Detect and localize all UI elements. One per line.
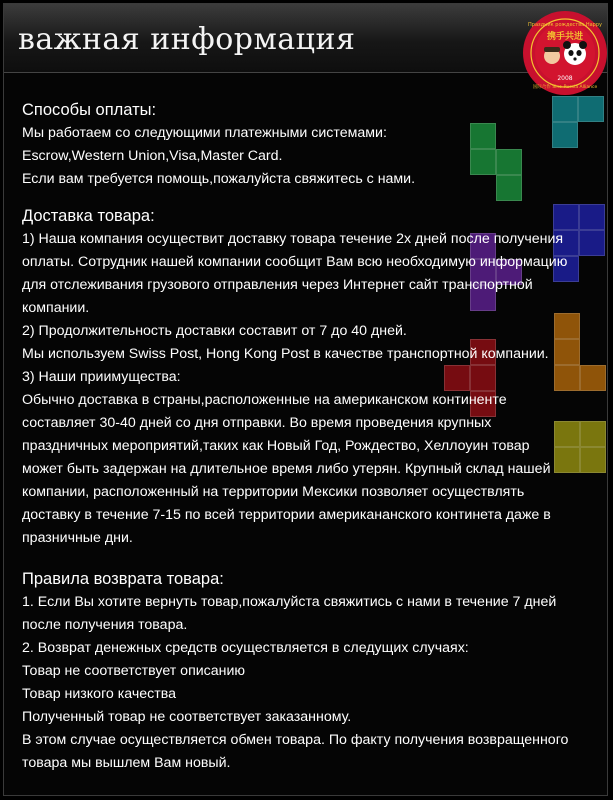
logo-center-text: 携手共进: [546, 32, 584, 42]
delivery-line: 1) Наша компания осуществит доставку товара течение 2х дней после получения: [22, 231, 564, 247]
payment-line: Escrow,Western Union,Visa,Master Card.: [22, 148, 283, 164]
logo-bottom-text: 国际合作 Sino-Russia Alliance: [532, 85, 598, 90]
returns-line: 2. Возврат денежных средств осуществляется в следущих случаях:: [22, 640, 469, 656]
delivery-line: компании.: [22, 300, 90, 316]
delivery-line: доставку в течение 7-15 по всей территории американанского континета даже в: [22, 507, 551, 523]
returns-line: Товар низкого качества: [22, 686, 177, 702]
logo-seal: [522, 10, 608, 96]
delivery-line: оплаты. Сотрудник нашей компании сообщит Вам всю необходимую информацию: [22, 254, 568, 270]
delivery-line: может быть задержан на длительное время либо утерян. Крупный склад нашей: [22, 461, 551, 477]
delivery-line: для отслеживания грузового отправления через Интернет сайт транспортной: [22, 277, 533, 293]
returns-line: товара мы вышлем Вам новый.: [22, 755, 231, 771]
delivery-line: 2) Продолжительность доставки составит от 7 до 40 дней.: [22, 323, 407, 339]
page-title: важная информация: [18, 22, 356, 57]
delivery-line: составляет 30-40 дней со дня отправки. Во время проведения крупных: [22, 415, 492, 431]
returns-line: 1. Если Вы хотите вернуть товар,пожалуйста свяжитись с нами в течение 7 дней: [22, 594, 557, 610]
header-bar: [4, 4, 607, 73]
logo-top-text: Праздник рождества Happy: [528, 22, 602, 28]
delivery-line: Мы используем Swiss Post, Hong Kong Post в качестве транспортной компании.: [22, 346, 549, 362]
delivery-heading: Доставка товара:: [22, 207, 155, 225]
content: [22, 99, 602, 775]
delivery-line: 3) Наши приимущества:: [22, 369, 181, 385]
delivery-line: празничные дни.: [22, 530, 133, 546]
payment-heading: Способы оплаты:: [22, 101, 157, 119]
payment-line: Если вам требуется помощь,пожалуйста свяжитесь с нами.: [22, 171, 416, 187]
delivery-line: компании, расположенный на территории Мексики позволяет осуществлять: [22, 484, 525, 500]
payment-line: Мы работаем со следующими платежными системами:: [22, 125, 387, 141]
info-panel: [3, 3, 608, 796]
returns-line: после получения товара.: [22, 617, 188, 633]
returns-heading: Правила возврата товара:: [22, 570, 224, 588]
logo-year: 2008: [557, 75, 573, 82]
returns-line: В этом случае осуществляется обмен товара. По факту получения возвращенного: [22, 732, 569, 748]
returns-line: Полученный товар не соответствует заказанному.: [22, 709, 352, 725]
delivery-line: праздничных мероприятий,таких как Новый Год, Рождество, Хеллоуин товар: [22, 438, 530, 454]
returns-line: Товар не соответствует описанию: [22, 663, 246, 679]
delivery-line: Обычно доставка в страны,расположенные на американском континенте: [22, 392, 507, 408]
